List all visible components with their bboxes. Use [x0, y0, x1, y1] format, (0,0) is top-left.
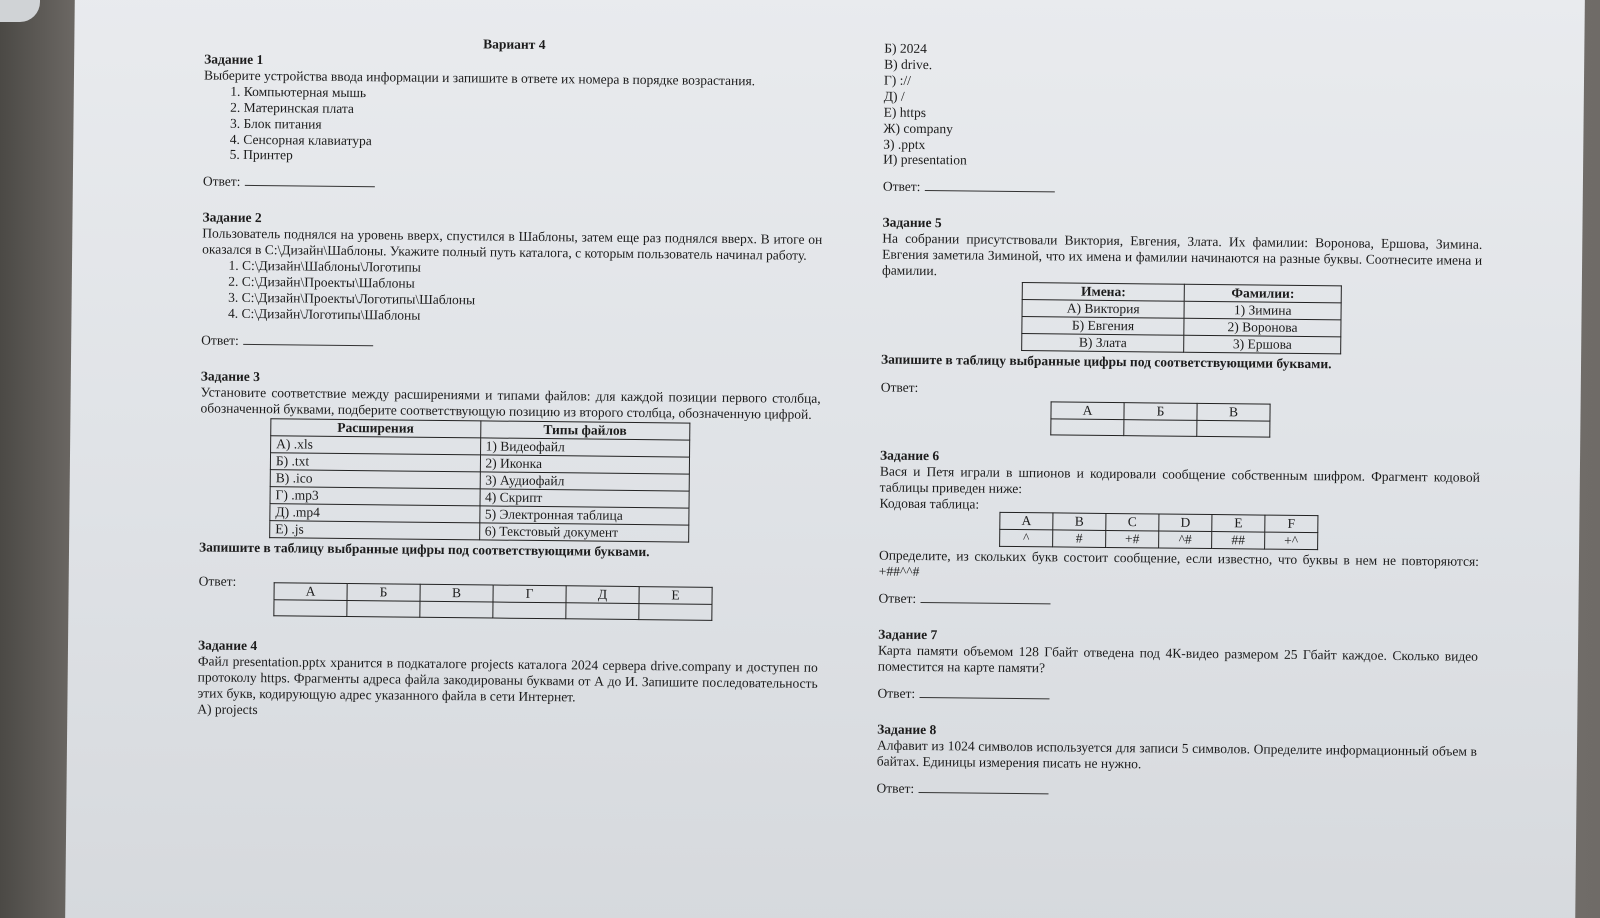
answer-line[interactable]	[243, 332, 373, 346]
cell: 1) Зимина	[1184, 301, 1341, 320]
task-8-text: Алфавит из 1024 символов используется для записи 5 символов. Определите информационный объем в байтах. Единицы измерения писать не нужно.	[876, 737, 1478, 772]
answer-letter: Г	[493, 585, 566, 603]
extensions-table	[269, 419, 690, 543]
code-table-label: Кодовая таблица:	[879, 495, 980, 512]
col-header: Фамилии:	[1184, 284, 1341, 303]
task-2-item: 3. C:\Дизайн\Проекты\Логотипы\Шаблоны	[242, 290, 822, 312]
cell: А) .xls	[271, 436, 481, 455]
task-2-item: 2. C:\Дизайн\Проекты\Шаблоны	[242, 274, 822, 296]
table-row	[1022, 334, 1341, 354]
task-5	[880, 215, 1482, 440]
answer-cell[interactable]	[639, 604, 712, 621]
task-2-text: Пользователь поднялся на уровень вверх, спустился в Шаблоны, затем еще раз поднялся вверх. В итоге он оказался в C:\Дизайн\Шаблоны. Укажите полный путь каталога, с которым пользователь начинал работу.	[202, 225, 823, 263]
code-letter: F	[1265, 516, 1318, 534]
task-1-item: 3. Блок питания	[243, 116, 823, 138]
code-table	[999, 512, 1318, 550]
col-header: Имена:	[1022, 283, 1184, 302]
cell: 6) Текстовый документ	[479, 523, 689, 542]
answer-label: Ответ:	[880, 379, 919, 395]
answer-letter: В	[1197, 403, 1270, 421]
answer-cell[interactable]	[420, 602, 493, 619]
task-2-item: 1. C:\Дизайн\Шаблоны\Логотипы	[242, 258, 822, 280]
task-4-fragment: З) .pptx	[883, 136, 926, 152]
answer-label: Ответ:	[876, 780, 915, 796]
task-4-fragment: Д) /	[883, 88, 905, 104]
task-8-answer	[876, 779, 1476, 802]
code-letter: A	[1000, 513, 1053, 531]
answer-line[interactable]	[919, 685, 1049, 699]
task-4-fragment: В) drive.	[884, 56, 933, 73]
worksheet-page	[65, 0, 1585, 918]
answer-label: Ответ:	[201, 332, 239, 348]
answer-line[interactable]	[924, 178, 1054, 192]
answer-letter: В	[420, 585, 493, 603]
task-4-fragment: Б) 2024	[884, 40, 928, 57]
code-value: +#	[1106, 531, 1159, 549]
task-1-item: 1. Компьютерная мышь	[244, 84, 824, 106]
task-6	[878, 447, 1480, 613]
code-value: +^	[1265, 533, 1318, 551]
task-8	[876, 721, 1477, 802]
answer-label: Ответ:	[877, 685, 916, 701]
answer-letter: Е	[639, 587, 712, 605]
answer-cell[interactable]	[1197, 420, 1270, 437]
cell: Д) .mp4	[270, 504, 480, 523]
task-3	[198, 368, 821, 622]
task-1	[203, 51, 824, 196]
task-1-text: Выберите устройства ввода информации и запишите в ответе их номера в порядке возрастания.	[203, 67, 756, 89]
task-5-answer-table	[1050, 401, 1270, 437]
cell: 1) Видеофайл	[480, 438, 690, 457]
task-7-title: Задание 7	[878, 626, 938, 643]
task-4-answer	[883, 178, 1483, 201]
task-6-title: Задание 6	[879, 447, 940, 463]
task-5-text: На собрании присутствовали Виктория, Евгения, Злата. Их фамилии: Воронова, Ершова, Зимина. Евгения заметила Зиминой, что их имена и фамилии начинаются на разные буквы. Соотнесите имена и фамилии.	[881, 230, 1483, 279]
task-4-fragment: И) presentation	[883, 152, 967, 168]
task-7	[877, 627, 1478, 708]
code-value: ^	[1000, 530, 1053, 548]
task-4-title: Задание 4	[197, 637, 258, 654]
answer-cell[interactable]	[347, 601, 420, 618]
task-5-note: Запишите в таблицу выбранные цифры под соответствующими буквами.	[880, 351, 1332, 372]
answer-letter: А	[1051, 402, 1124, 420]
code-value: ##	[1212, 532, 1265, 550]
task-6-question: Определите, из скольких букв состоит сообщение, если известно, что буквы в нем не повторяются: +##^^#	[878, 548, 1480, 580]
task-2-answer	[201, 331, 821, 354]
task-2-title: Задание 2	[202, 209, 262, 226]
answer-cell[interactable]	[1124, 419, 1197, 436]
answer-line[interactable]	[244, 173, 374, 187]
task-7-answer	[877, 685, 1477, 708]
cell: 2) Иконка	[480, 455, 690, 474]
task-4-text: Файл presentation.pptx хранится в подкаталоге projects каталога 2024 сервера drive.company и доступен по протоколу https. Фрагменты адреса файла закодированы буквами от А до И. Запишите последовательность этих букв, кодирующую адрес указанного файла в сети Интернет.	[197, 653, 818, 705]
task-4-fragment: Е) https	[883, 104, 927, 120]
col-header: Расширения	[271, 419, 481, 438]
names-table	[1021, 282, 1342, 354]
answer-cell[interactable]	[493, 602, 566, 619]
task-5-title: Задание 5	[882, 214, 942, 231]
task-1-item: 5. Принтер	[243, 147, 823, 169]
cell: В) Злата	[1022, 334, 1184, 353]
cell: А) Виктория	[1022, 300, 1184, 319]
task-6-text: Вася и Петя играли в шпионов и кодировали сообщение собственным шифром. Фрагмент кодовой таблицы приведен ниже:	[879, 463, 1480, 496]
task-4-fragments	[883, 41, 1485, 202]
answer-label: Ответ:	[882, 178, 921, 195]
task-1-title: Задание 1	[204, 51, 264, 68]
answer-letter: А	[274, 583, 347, 601]
table-row	[270, 521, 689, 542]
task-3-note: Запишите в таблицу выбранные цифры под соответствующими буквами.	[198, 539, 650, 560]
task-7-text: Карта памяти объемом 128 Гбайт отведена под 4К-видео размером 25 Гбайт каждое. Сколько видео поместится на карте памяти?	[877, 642, 1479, 676]
code-letter: E	[1212, 515, 1265, 533]
task-8-title: Задание 8	[877, 721, 937, 738]
answer-letter: Б	[1124, 402, 1197, 420]
code-value: ^#	[1159, 531, 1212, 549]
task-1-answer	[203, 173, 823, 196]
task-2	[201, 210, 822, 355]
task-1-item: 2. Материнская плата	[244, 100, 824, 122]
cell: В) .ico	[270, 470, 480, 489]
cell: Е) .js	[270, 521, 480, 540]
answer-letter: Д	[566, 586, 639, 604]
task-3-title: Задание 3	[200, 368, 261, 384]
cell: 4) Скрипт	[479, 489, 689, 508]
task-4-fragment: А) projects	[197, 701, 258, 718]
task-3-answer-table	[273, 583, 712, 622]
task-2-item: 4. C:\Дизайн\Логотипы\Шаблоны	[241, 306, 821, 328]
answer-label: Ответ:	[202, 173, 241, 190]
cell: 3) Ершова	[1184, 335, 1341, 354]
col-header: Типы файлов	[480, 421, 690, 440]
cell: Г) .mp3	[270, 487, 480, 506]
cell: 3) Аудиофайл	[480, 472, 690, 491]
task-4-fragment: Ж) company	[883, 120, 954, 136]
answer-cell[interactable]	[566, 603, 639, 620]
code-letter: B	[1053, 513, 1106, 531]
cell: Б) Евгения	[1022, 317, 1184, 336]
variant-title: Вариант 4	[483, 36, 546, 53]
answer-letter: Б	[347, 584, 420, 602]
cell: Б) .txt	[270, 453, 480, 472]
task-4-fragment: Г) ://	[883, 72, 911, 88]
task-4	[197, 638, 818, 724]
cell: 2) Воронова	[1184, 318, 1341, 337]
answer-line[interactable]	[918, 780, 1048, 794]
task-1-item: 4. Сенсорная клавиатура	[243, 131, 823, 153]
answer-cell[interactable]	[274, 600, 347, 617]
answer-cell[interactable]	[1051, 419, 1124, 436]
task-3-text: Установите соответствие между расширениями и типами файлов: для каждой позиции первого столбца, обозначенной буквами, подберите соответствующую позицию из второго столбца, обозначенную цифрой.	[200, 384, 821, 422]
task-6-answer	[878, 590, 1478, 613]
left-column	[197, 33, 824, 723]
right-column	[876, 41, 1484, 823]
code-letter: C	[1106, 514, 1159, 532]
answer-label: Ответ:	[198, 573, 237, 590]
answer-line[interactable]	[920, 590, 1050, 604]
task-3-answer	[198, 574, 818, 622]
code-letter: D	[1159, 514, 1212, 532]
answer-label: Ответ:	[878, 590, 917, 607]
code-value: #	[1053, 530, 1106, 548]
cell: 5) Электронная таблица	[479, 506, 689, 525]
